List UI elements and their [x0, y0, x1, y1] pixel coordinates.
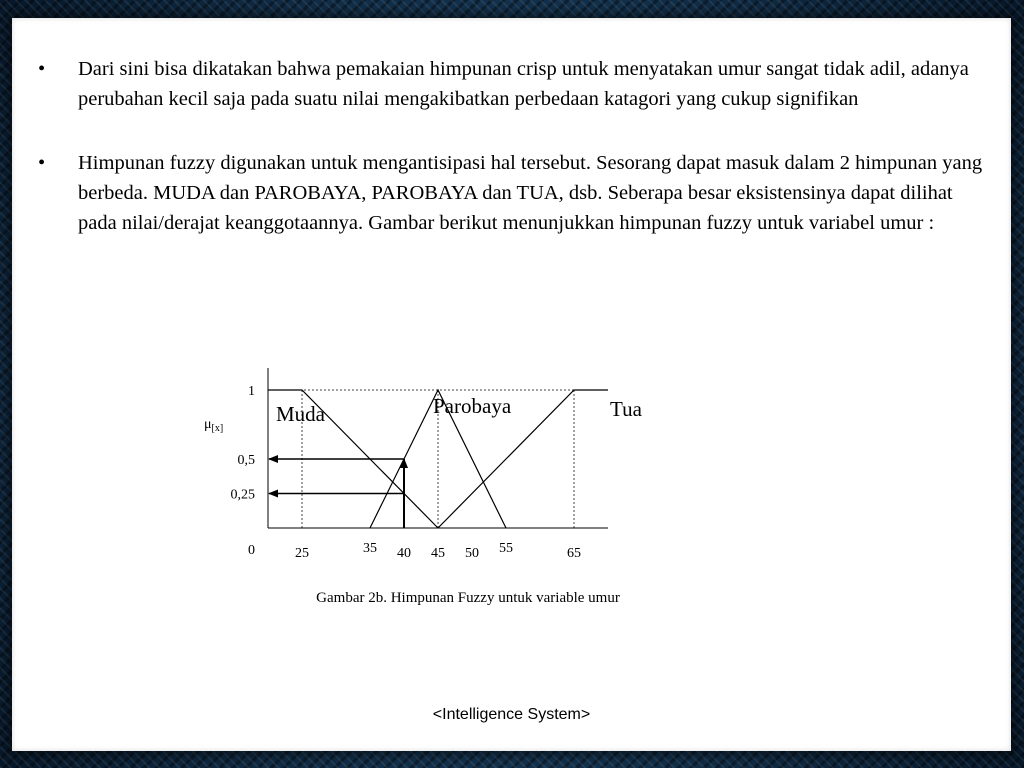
- y-tick-label: 0,25: [230, 487, 255, 503]
- x-tick-label: 35: [363, 541, 377, 556]
- y-tick-label: 0: [248, 543, 255, 558]
- bullet-symbol: •: [38, 152, 46, 174]
- x-tick-label: 25: [295, 546, 309, 561]
- y-tick-label: 0,5: [237, 453, 255, 468]
- y-axis-label-main: μ: [204, 417, 212, 432]
- y-axis-label: [204, 417, 223, 434]
- series-label-parobaya: Parobaya: [433, 394, 512, 418]
- bullet-item: [36, 54, 996, 114]
- x-tick-label: 65: [567, 546, 581, 561]
- bullet-text: Dari sini bisa dikatakan bahwa pemakaian himpunan crisp untuk menyatakan umur sangat tidak adil, adanya perubahan kecil saja pada suatu nilai mengakibatkan perbedaan katagori yang cukup signifikan: [78, 58, 969, 110]
- series-label-tua: Tua: [610, 397, 642, 421]
- x-tick-label: 50: [465, 546, 479, 561]
- y-axis-label-sub: [x]: [211, 423, 224, 434]
- footer: <Intelligence System>: [432, 706, 591, 723]
- bullet-symbol: •: [38, 58, 46, 80]
- series-label-muda: Muda: [276, 402, 325, 426]
- bullet-item: [36, 148, 996, 238]
- bullet-list: [36, 54, 996, 272]
- chart-caption: Gambar 2b. Himpunan Fuzzy untuk variable umur: [316, 590, 620, 606]
- x-tick-label: 40: [397, 546, 411, 561]
- bullet-text: Himpunan fuzzy digunakan untuk mengantisipasi hal tersebut. Sesorang dapat masuk dalam 2 himpunan yang berbeda. MUDA dan PAROBAYA, PAROBAYA dan TUA, dsb. Seberapa besar eksistensinya dapat dilihat pada nilai/derajat keanggotaannya. Gambar berikut menunjukkan himpunan fuzzy untuk variabel umur :: [78, 152, 983, 234]
- slide: [12, 18, 1011, 751]
- y-tick-label: 1: [248, 384, 255, 399]
- x-tick-label: 45: [431, 546, 445, 561]
- fuzzy-membership-chart: [192, 340, 712, 612]
- x-tick-label: 55: [499, 541, 513, 556]
